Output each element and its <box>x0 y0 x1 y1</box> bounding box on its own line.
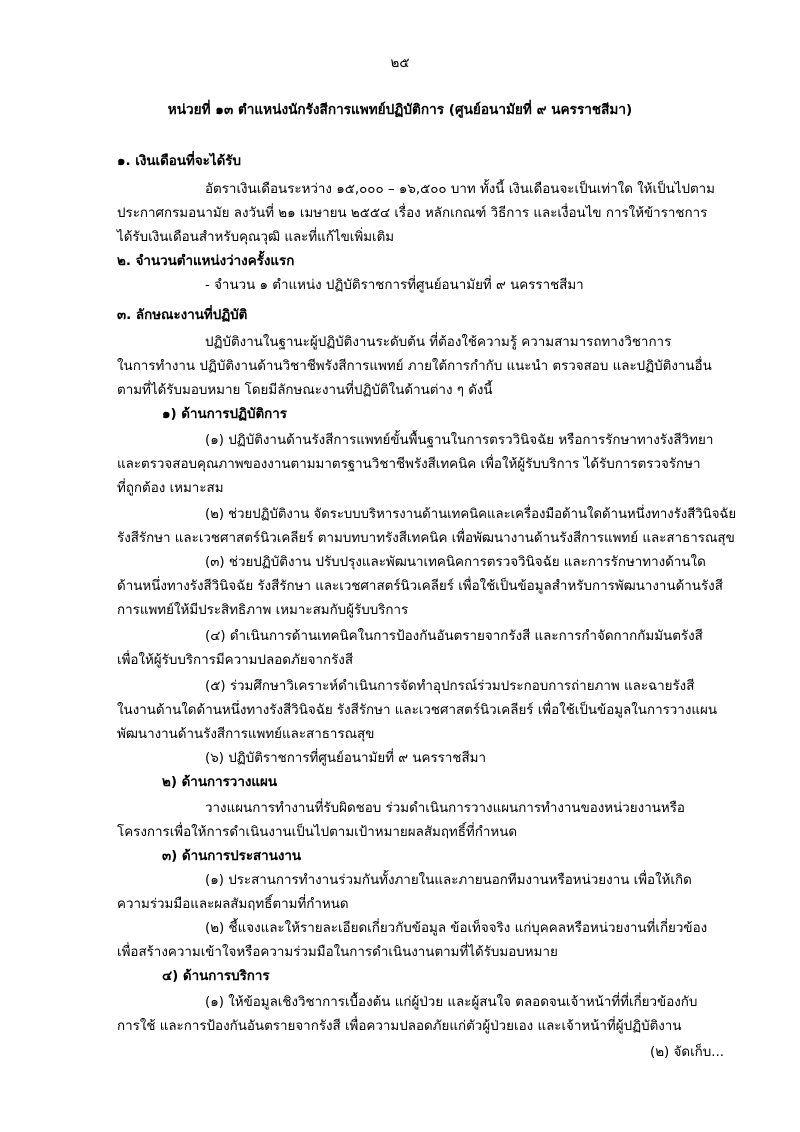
body-text-line: และตรวจสอบคุณภาพของงานตามมาตรฐานวิชาชีพรังสีเทคนิค เพื่อให้ผู้รับบริการ ได้รับการตรวจรักษา <box>117 457 701 472</box>
section-heading: ๔) ด้านการบริการ <box>162 969 270 984</box>
section-heading: ๓) ด้านการประสานงาน <box>162 849 302 864</box>
body-text-line: ด้านหนึ่งทางรังสีวินิจฉัย รังสีรักษา และเวชศาสตร์นิวเคลียร์ เพื่อใช้เป็นข้อมูลสำหรับการพัฒนางานด้านรังสี <box>117 579 723 594</box>
section-heading: ๓. ลักษณะงานที่ปฏิบัติ <box>117 308 248 323</box>
body-text-line: ตามที่ได้รับมอบหมาย โดยมีลักษณะงานที่ปฏิบัติในด้านต่าง ๆ ดังนี้ <box>117 383 493 398</box>
body-text-line: (๒) จัดเก็บ... <box>650 1045 725 1060</box>
body-text-line: วางแผนการทำงานที่รับผิดชอบ ร่วมดำเนินการวางแผนการทำงานของหน่วยงานหรือ <box>205 801 685 816</box>
body-text-line: เพื่อให้ผู้รับบริการมีความปลอดภัยจากรังสี <box>117 653 354 668</box>
body-text-line: (๒) ช่วยปฏิบัติงาน จัดระบบบริหารงานด้านเทคนิคและเครื่องมือด้านใดด้านหนึ่งทางรังสีวินิจฉัย <box>205 507 737 522</box>
body-text-line: โครงการเพื่อให้การดำเนินงานเป็นไปตามเป้าหมายผลสัมฤทธิ์ที่กำหนด <box>117 825 518 840</box>
body-text-line: ประกาศกรมอนามัย ลงวันที่ ๒๑ เมษายน ๒๕๕๔ เรื่อง หลักเกณฑ์ วิธีการ และเงื่อนไข การให้ข้าราชการ <box>117 206 708 221</box>
body-text-line: การใช้ และการป้องกันอันตรายจากรังสี เพื่อความปลอดภัยแก่ตัวผู้ป่วยเอง และเจ้าหน้าที่ผู้ปฏิบัติงาน <box>117 1019 682 1034</box>
body-text-line: ในการทำงาน ปฏิบัติงานด้านวิชาชีพรังสีการแพทย์ ภายใต้การกำกับ แนะนำ ตรวจสอบ และปฏิบัติงานอื่น <box>117 359 712 374</box>
page-number: ๒๕ <box>390 56 410 71</box>
body-text-line: (๖) ปฏิบัติราชการที่ศูนย์อนามัยที่ ๙ นครราชสีมา <box>205 751 486 766</box>
body-text-line: อัตราเงินเดือนระหว่าง ๑๕,๐๐๐ – ๑๖,๕๐๐ บาท ทั้งนี้ เงินเดือนจะเป็นเท่าใด ให้เป็นไปตาม <box>205 182 716 197</box>
section-heading: ๑. เงินเดือนที่จะได้รับ <box>117 154 241 169</box>
body-text-line: (๕) ร่วมศึกษาวิเคราะห์ดำเนินการจัดทำอุปกรณ์ร่วมประกอบการถ่ายภาพ และฉายรังสี <box>205 679 695 694</box>
section-heading: ๒. จำนวนตำแหน่งว่างครั้งแรก <box>117 254 295 269</box>
section-heading: ๒) ด้านการวางแผน <box>162 775 278 790</box>
body-text-line: ได้รับเงินเดือนสำหรับคุณวุฒิ และที่แก้ไขเพิ่มเติม <box>117 230 395 245</box>
body-text-line: (๑) ปฏิบัติงานด้านรังสีการแพทย์ขั้นพื้นฐานในการตรววินิจฉัย หรือการรักษาทางรังสีวิทยา <box>205 433 714 448</box>
body-text-line: รังสีรักษา และเวชศาสตร์นิวเคลียร์ ตามบทบาทรังสีเทคนิค เพื่อพัฒนางานด้านรังสีการแพทย์ และสาธารณสุข <box>117 531 735 546</box>
body-text-line: ปฏิบัติงานในฐานะผู้ปฏิบัติงานระดับต้น ที่ต้องใช้ความรู้ ความสามารถทางวิชาการ <box>205 335 672 350</box>
body-text-line: ที่ถูกต้อง เหมาะสม <box>117 481 224 496</box>
body-text-line: เพื่อสร้างความเข้าใจหรือความร่วมมือในการดำเนินงานตามที่ได้รับมอบหมาย <box>117 945 558 960</box>
body-text-line: ความร่วมมือและผลสัมฤทธิ์ตามที่กำหนด <box>117 897 349 912</box>
body-text-line: (๒) ชี้แจงและให้รายละเอียดเกี่ยวกับข้อมูล ข้อเท็จจริง แก่บุคคลหรือหน่วยงานที่เกี่ยวข้อง <box>205 921 708 936</box>
body-text-line: - จำนวน ๑ ตำแหน่ง ปฏิบัติราชการที่ศูนย์อนามัยที่ ๙ นครราชสีมา <box>205 278 584 293</box>
body-text-line: การแพทย์ให้มีประสิทธิภาพ เหมาะสมกับผู้รับบริการ <box>117 603 409 618</box>
body-text-line: (๑) ประสานการทำงานร่วมกันทั้งภายในและภายนอกทีมงานหรือหน่วยงาน เพื่อให้เกิด <box>205 873 692 888</box>
document-title: หน่วยที่ ๑๓ ตำแหน่งนักรังสีการแพทย์ปฏิบัติการ (ศูนย์อนามัยที่ ๙ นครราชสีมา) <box>167 102 633 118</box>
body-text-line: พัฒนางานด้านรังสีการแพทย์และสาธารณสุข <box>117 727 375 742</box>
body-text-line: ในงานด้านใดด้านหนึ่งทางรังสีวินิจฉัย รังสีรักษา และเวชศาสตร์นิวเคลียร์ เพื่อใช้เป็นข้อมูลในการวางแผน <box>117 703 717 718</box>
body-text-line: (๑) ให้ข้อมูลเชิงวิชาการเบื้องต้น แก่ผู้ป่วย และผู้สนใจ ตลอดจนเจ้าหน้าที่ที่เกี่ยวข้องกับ <box>205 995 698 1010</box>
body-text-line: (๔) ดำเนินการด้านเทคนิคในการป้องกันอันตรายจากรังสี และการกำจัดกากกัมมันตรังสี <box>205 629 703 644</box>
body-text-line: (๓) ช่วยปฏิบัติงาน ปรับปรุงและพัฒนาเทคนิคการตรวจวินิจฉัย และการรักษาทางด้านใด <box>205 555 706 570</box>
section-heading: ๑) ด้านการปฏิบัติการ <box>162 407 287 422</box>
